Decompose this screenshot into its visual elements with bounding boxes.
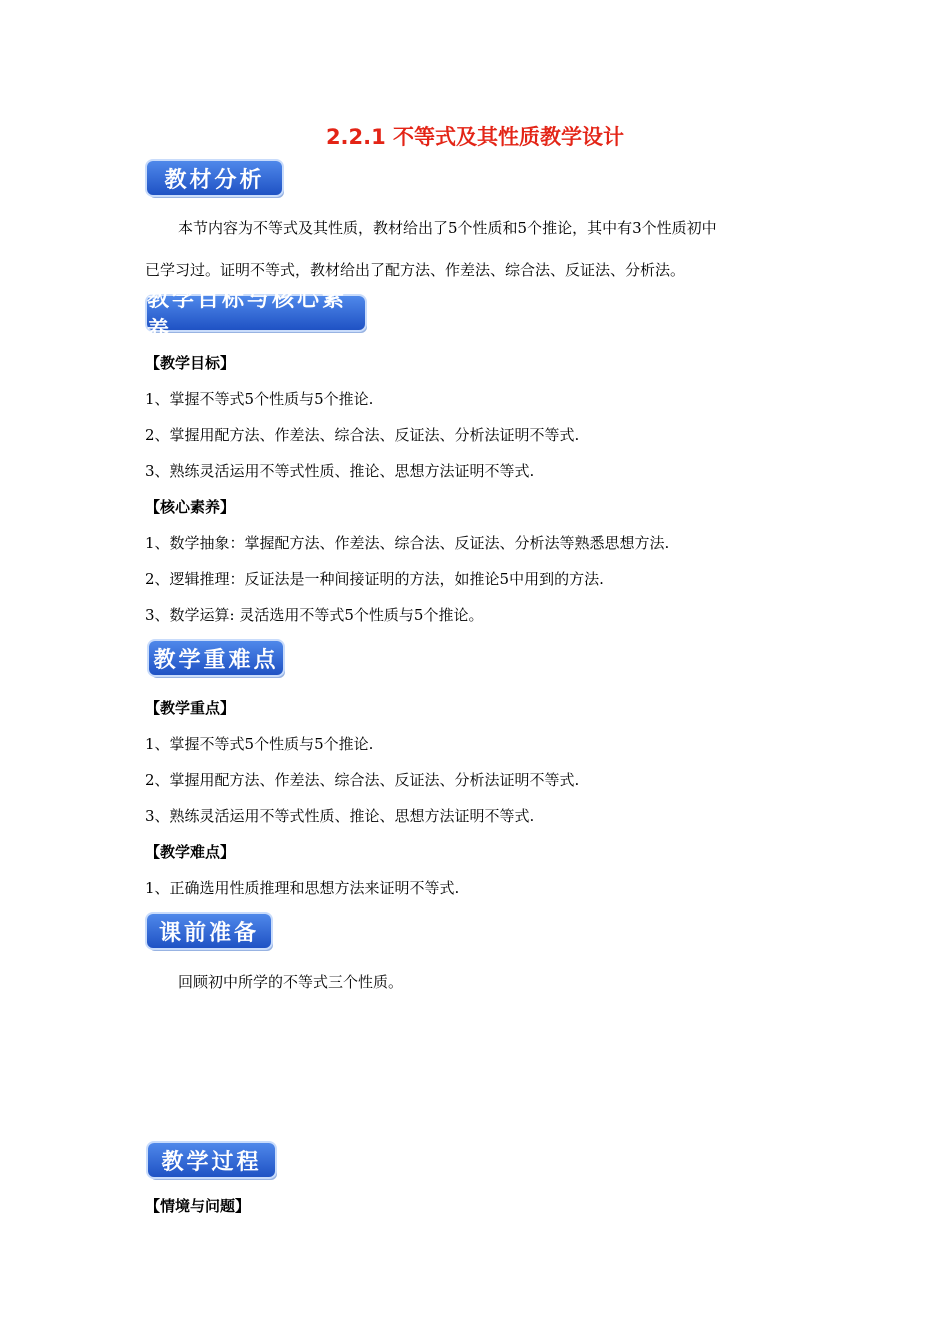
key-subheading-difficulty: 【教学难点】 — [145, 843, 236, 861]
key-focus-item: 1、掌握不等式5个性质与5个推论. — [145, 735, 374, 753]
section-heading-key-points: 教学重难点 — [149, 641, 283, 675]
section-heading-process: 教学过程 — [148, 1143, 275, 1177]
goals-literacy-item: 1、数学抽象：掌握配方法、作差法、综合法、反证法、分析法等熟悉思想方法. — [145, 534, 670, 552]
goals-subheading-objectives: 【教学目标】 — [145, 354, 236, 372]
section-heading-preparation: 课前准备 — [147, 914, 271, 948]
key-difficulty-item: 1、正确选用性质推理和思想方法来证明不等式. — [145, 879, 460, 897]
goals-objective-item: 1、掌握不等式5个性质与5个推论. — [145, 390, 374, 408]
preparation-paragraph: 回顾初中所学的不等式三个性质。 — [178, 973, 404, 991]
goals-subheading-literacy: 【核心素养】 — [145, 498, 236, 516]
process-subheading-situation: 【情境与问题】 — [145, 1197, 251, 1215]
key-focus-item: 3、熟练灵活运用不等式性质、推论、思想方法证明不等式. — [145, 807, 535, 825]
goals-objective-item: 2、掌握用配方法、作差法、综合法、反证法、分析法证明不等式. — [145, 426, 580, 444]
analysis-paragraph-line-2: 已学习过。证明不等式，教材给出了配方法、作差法、综合法、反证法、分析法。 — [145, 261, 686, 279]
section-heading-goals: 教学目标与核心素养 — [147, 296, 365, 330]
analysis-paragraph-line-1: 本节内容为不等式及其性质，教材给出了5个性质和5个推论，其中有3个性质初中 — [178, 219, 717, 237]
section-heading-analysis: 教材分析 — [147, 161, 282, 195]
key-subheading-focus: 【教学重点】 — [145, 699, 236, 717]
goals-literacy-item: 3、数学运算: 灵活选用不等式5个性质与5个推论。 — [145, 606, 484, 624]
goals-literacy-item: 2、逻辑推理：反证法是一种间接证明的方法，如推论5中用到的方法. — [145, 570, 604, 588]
document-title: 2.2.1 不等式及其性质教学设计 — [325, 125, 625, 149]
goals-objective-item: 3、熟练灵活运用不等式性质、推论、思想方法证明不等式. — [145, 462, 535, 480]
key-focus-item: 2、掌握用配方法、作差法、综合法、反证法、分析法证明不等式. — [145, 771, 580, 789]
